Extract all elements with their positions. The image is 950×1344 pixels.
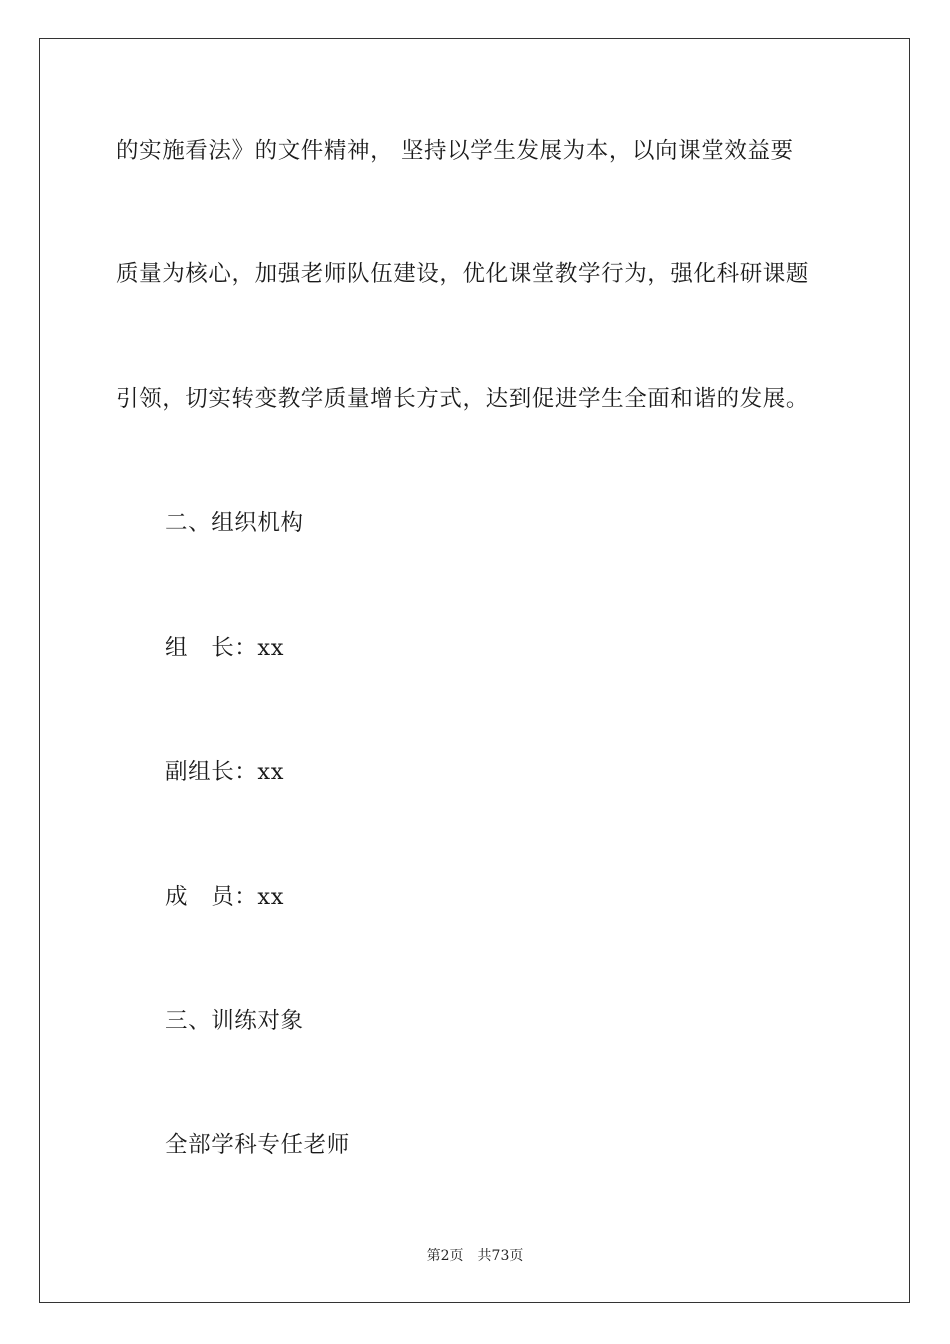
paragraph-line-3: 引领，切实转变教学质量增长方式，达到促进学生全面和谐的发展。 [116, 386, 810, 412]
total-pages: 共73页 [477, 1248, 524, 1264]
section-heading-training-target: 三、训练对象 [165, 1008, 304, 1034]
org-deputy-leader: 副组长：xx [165, 759, 284, 785]
page-number: 第2页 [426, 1248, 464, 1264]
page-border [39, 38, 910, 1303]
section-heading-organization: 二、组织机构 [165, 510, 304, 536]
training-target-text: 全部学科专任老师 [165, 1132, 350, 1158]
paragraph-line-2: 质量为核心，加强老师队伍建设，优化课堂教学行为，强化科研课题 [116, 261, 810, 287]
org-members: 成 员：xx [165, 884, 284, 910]
org-leader: 组 长：xx [165, 635, 284, 661]
page-footer [0, 1249, 950, 1263]
paragraph-line-1: 的实施看法》的文件精神， 坚持以学生发展为本，以向课堂效益要 [116, 138, 794, 164]
